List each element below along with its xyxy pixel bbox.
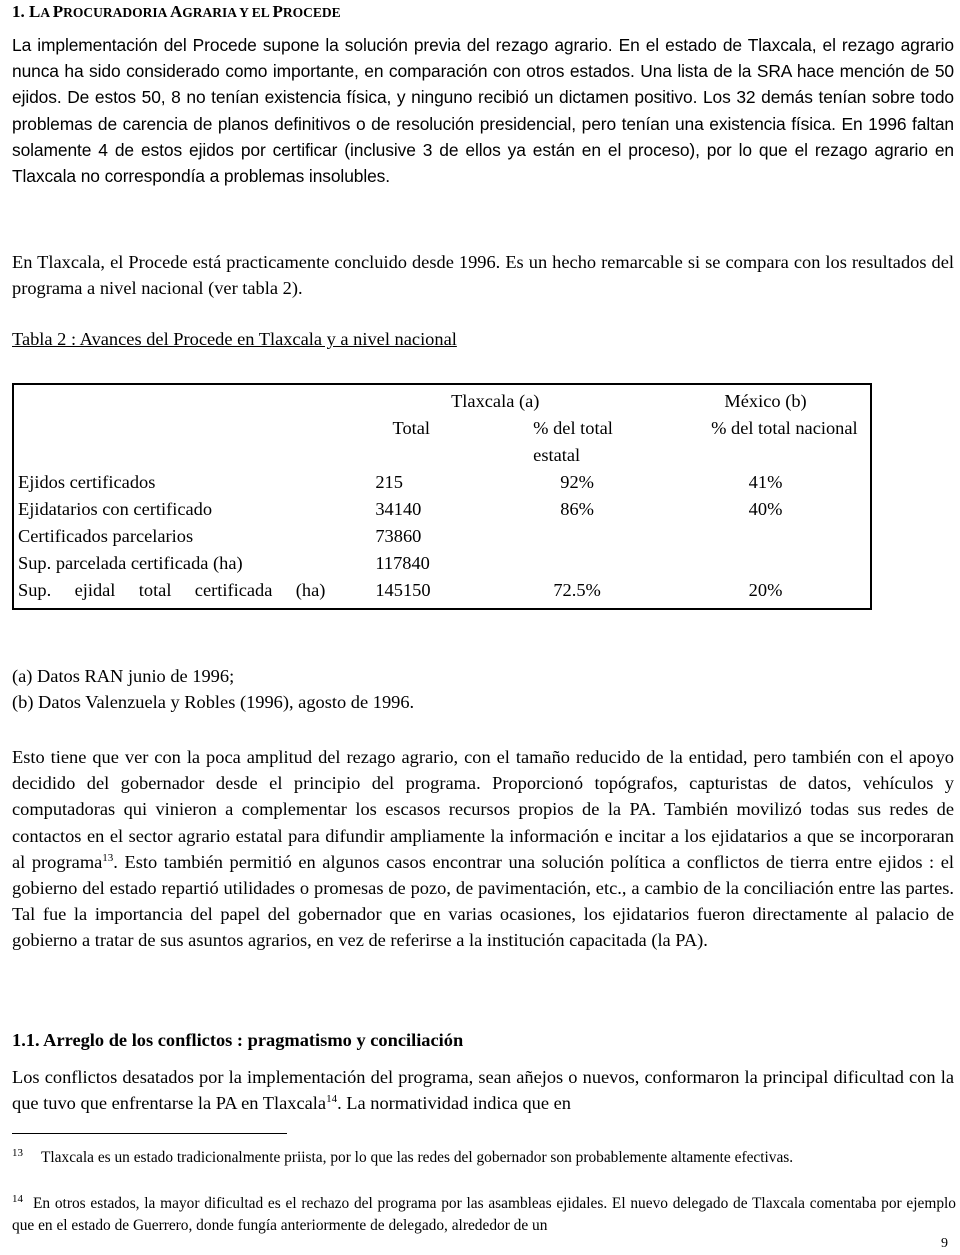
footnote-13: $^{13}$ Tlaxcala es un estado tradicionalmente priista, por lo que las redes del gobernador son probablemente altamente efectivas. [12,1146,794,1166]
group-header-tlaxcala: Tlaxcala (a) [451,391,540,411]
row-label: Certificados parcelarios [18,526,194,546]
table-row [13,523,871,550]
cell-total: 117840 [375,553,430,573]
footnote-ref-13[interactable]: 13 [102,851,114,864]
row-label: Sup. parcelada certificada (ha) [18,553,243,573]
footnote-14: $^{14}$ En otros estados, la mayor dificultad es el rechazo del programa por las asambleas ejidales. El nuevo delegado de Tlaxcala comentaba por ejemplo que en el estado de Guerrero, donde fungía anteriormente de delegado, alrededor de un [12,1192,956,1234]
cell-total: 215 [375,472,403,492]
table-source-notes [12,663,414,716]
cell-estatal: 86% [560,499,594,519]
source-note-a: (a) Datos RAN junio de 1996; [12,666,235,686]
paragraph-intro: La implementación del Procede supone la solución previa del rezago agrario. En el estado de Tlaxcala, el rezago agrario nunca ha sido considerado como importante, en comparación con otros estados. Una lista de la SRA hace mención de 50 ejidos. De estos 50, 8 no tenían existencia física, y ninguno recibió un dictamen positivo. Los 32 demás tenían sobre todo problemas de carencia de planos definitivos o de resolución presidencial, pero tenían una existencia física. En 1996 faltan solamente 4 de estos ejidos por certificar (inclusive 3 de ellos ya están en el proceso), por lo que el rezago agrario en Tlaxcala no correspondía a problemas insolubles. [12,35,954,187]
col-header-estatal: % del total estatal [533,418,613,465]
procede-table [12,383,872,610]
footnote-divider [12,1133,287,1134]
cell-nacional: 41% [748,472,783,492]
page-number: 9 [941,1236,948,1251]
footnote-ref-14[interactable]: 14 [326,1093,338,1106]
cell-total: 145150 [375,580,431,600]
cell-estatal [493,550,661,577]
table-group-header-row [13,384,871,415]
cell-estatal [493,523,661,550]
cell-estatal: 92% [560,472,594,492]
cell-nacional [661,550,871,577]
paragraph-conflicts: Los conflictos desatados por la implementación del programa, sean añejos o nuevos, conformaron la principal dificultad con la que tuvo que enfrentarse la PA en Tlaxcala$^{14}$. La normatividad indica que en [12,1067,954,1114]
col-header-nacional: % del total nacional [711,418,858,438]
cell-nacional [661,523,871,550]
cell-total: 34140 [375,499,422,519]
paragraph-procede-status: En Tlaxcala, el Procede está practicamente concluido desde 1996. Es un hecho remarcable si se compara con los resultados del programa a nivel nacional (ver tabla 2). [12,252,954,299]
group-header-mexico: México (b) [724,391,807,411]
table-row [13,550,871,577]
table-row [13,496,871,523]
cell-total: 73860 [375,526,422,546]
row-label: Ejidos certificados [18,472,156,492]
table-title: Tabla 2 : Avances del Procede en Tlaxcala y a nivel nacional [12,329,457,349]
table-row [13,469,871,496]
table-row [13,577,871,609]
cell-estatal: 72.5% [553,580,601,600]
col-header-total: Total [392,418,431,438]
cell-nacional: 40% [748,499,783,519]
paragraph-governor-support: Esto tiene que ver con la poca amplitud del rezago agrario, con el tamaño reducido de la entidad, pero también con el apoyo decidido del gobernador desde el principio del programa. Proporcionó topógrafos, capturistas de datos, vehículos y computadoras qui vinieron a complementar los escasos recursos propios de la PA. También movilizó todas sus redes de contactos en el sector agrario estatal para difundir ampliamente la información e incitar a los ejidatarios a que se incorporaran al programa$^{13}$. Esto también permitió en algunos casos encontrar una solución política a conflictos de tierra entre ejidos : el gobierno del estado repartió utilidades o promesas de pozo, de pavimentación, etc., a cambio de la conciliación entre las partes. Tal fue la importancia del papel del gobernador que en varias ocasiones, los ejidatarios fueron directamente al palacio de gobierno a tratar de sus asuntos agrarios, en vez de referirse a la institución capacitada (la PA). [12,747,954,951]
subsection-heading: 1.1. Arreglo de los conflictos : pragmatismo y conciliación [12,1030,464,1050]
row-label: Sup. ejidal total certificada (ha) [18,580,326,600]
source-note-b: (b) Datos Valenzuela y Robles (1996), agosto de 1996. [12,692,415,713]
cell-nacional: 20% [748,580,783,600]
row-label: Ejidatarios con certificado [18,499,213,519]
section-heading: 1. LA PROCURADORIA AGRARIA Y EL PROCEDE [12,2,341,21]
